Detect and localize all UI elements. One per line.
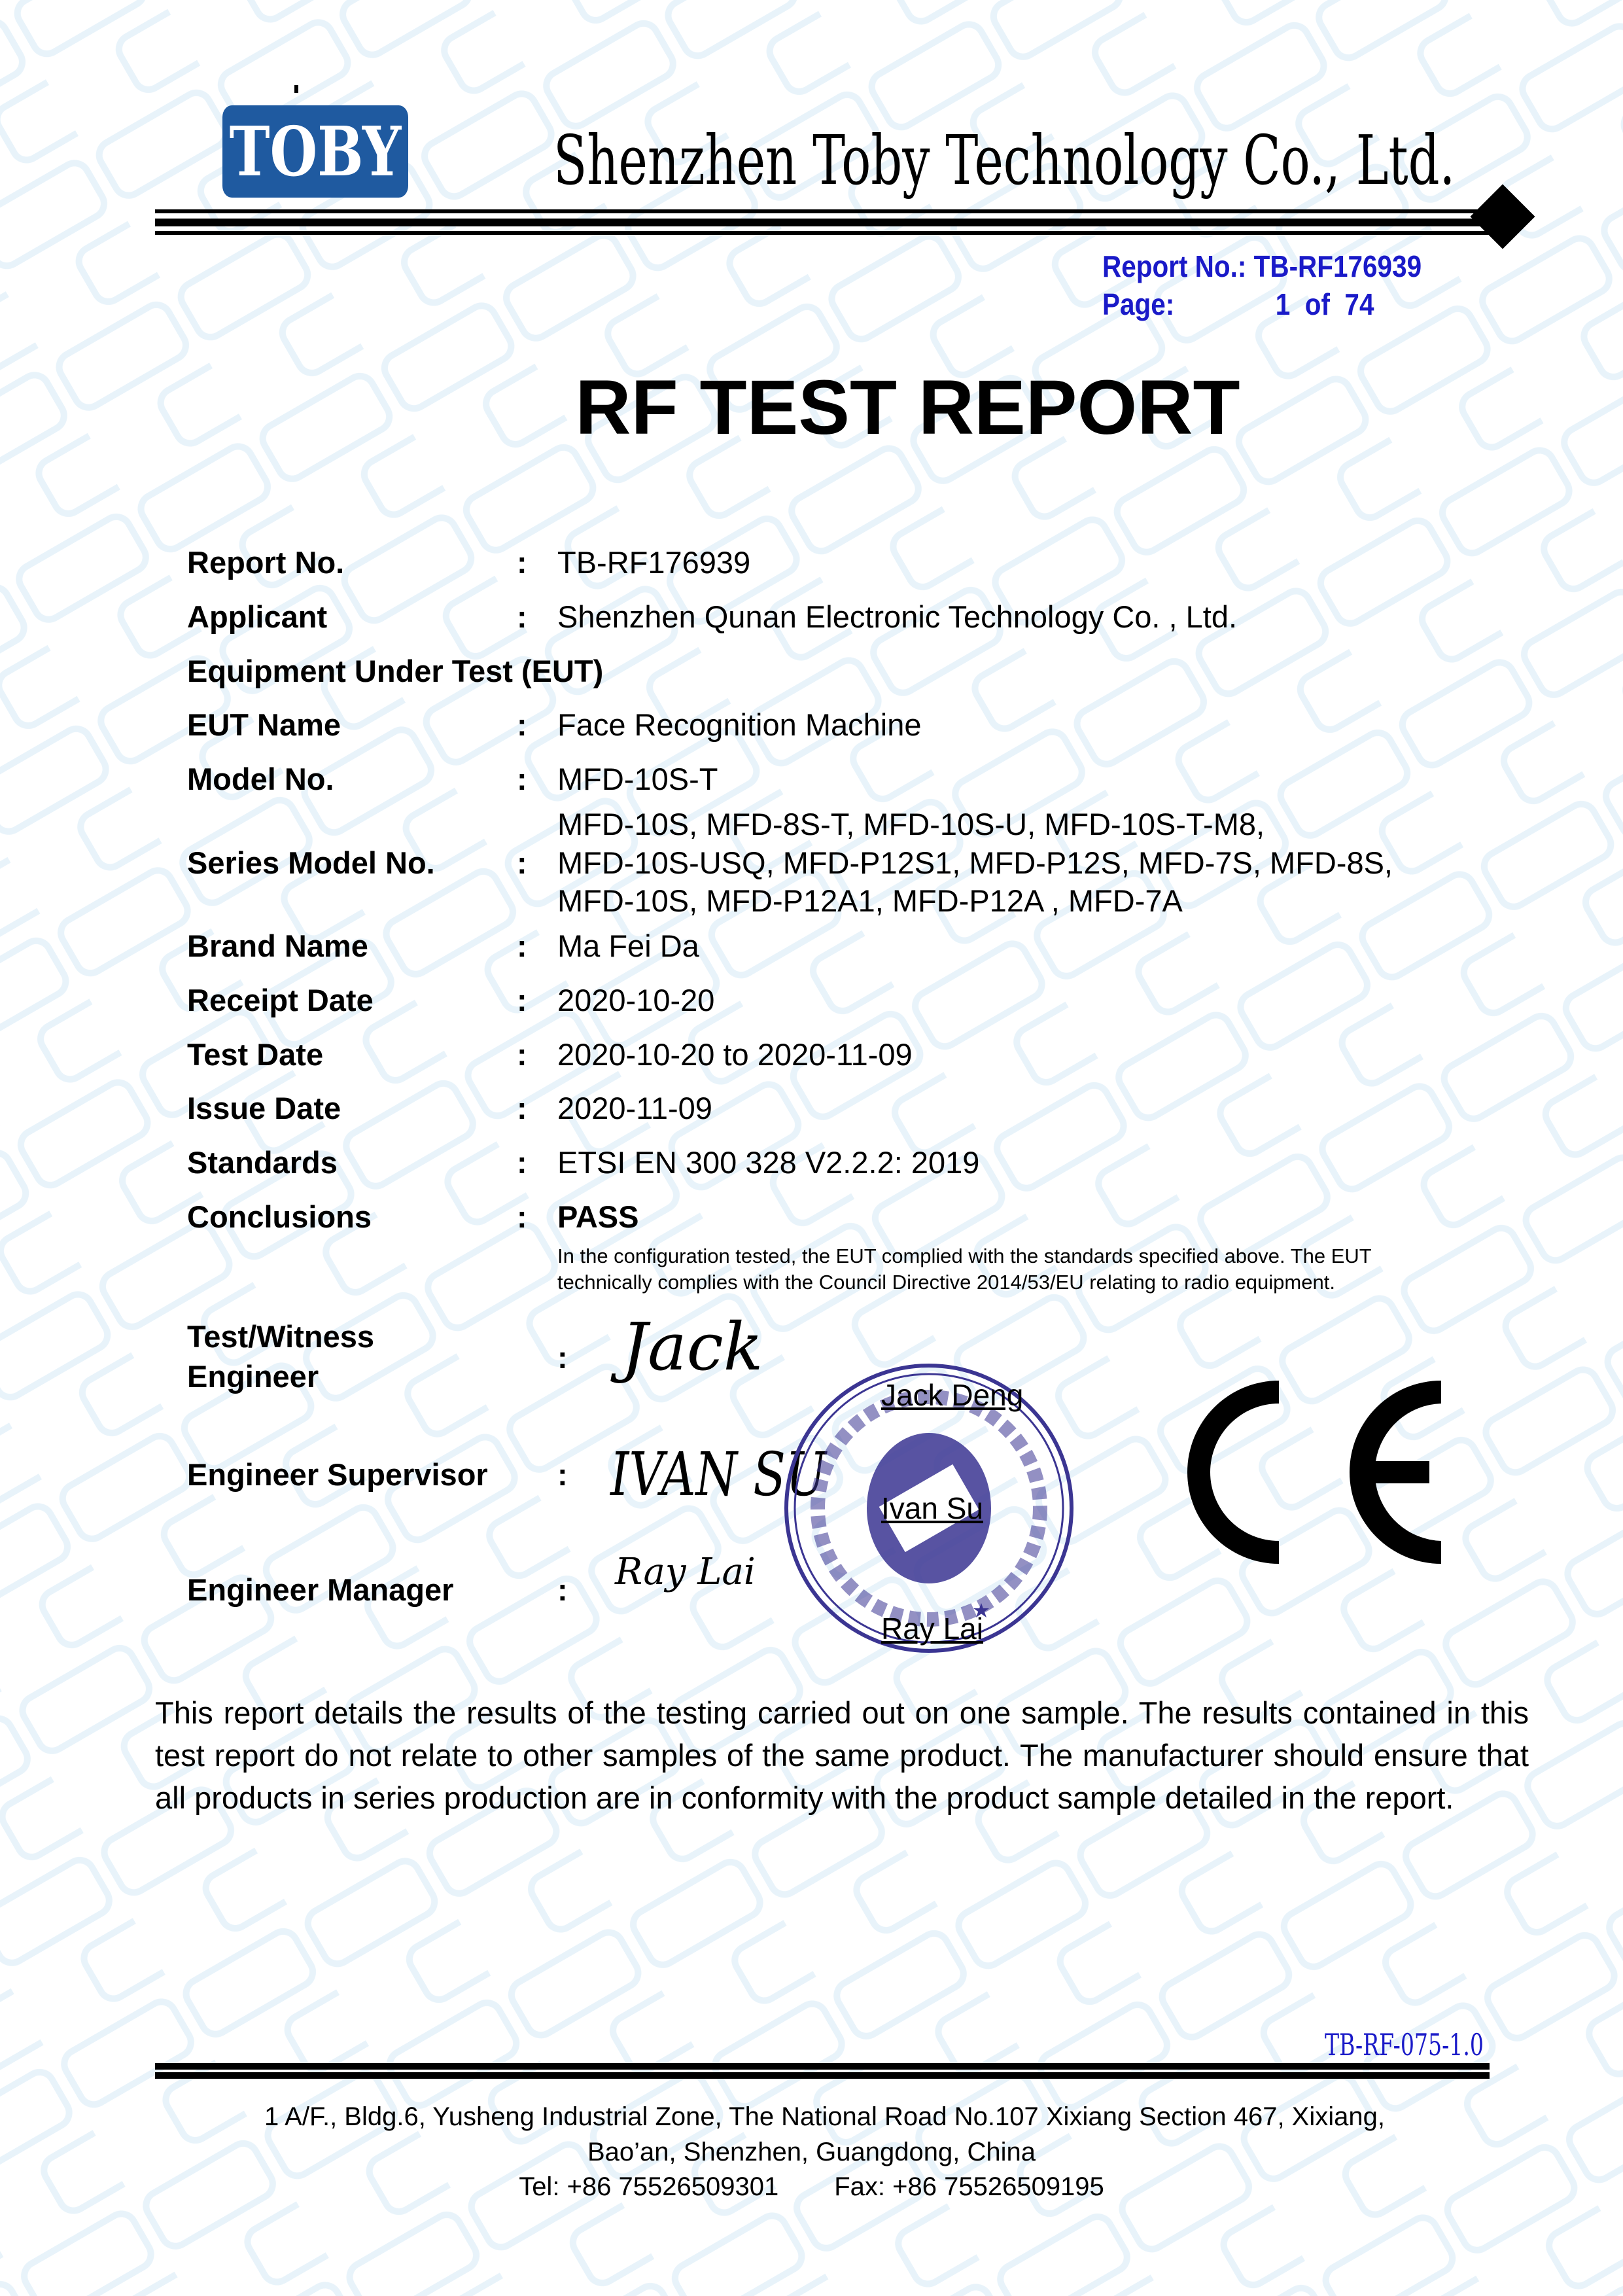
field-value-conclusions: PASS — [557, 1199, 639, 1234]
section-heading-eut: Equipment Under Test (EUT) — [187, 654, 604, 688]
footer-fax: Fax: +86 75526509195 — [834, 2172, 1104, 2201]
colon: : — [517, 1145, 527, 1180]
field-value-standards: ETSI EN 300 328 V2.2.2: 2019 — [557, 1145, 980, 1180]
form-number: TB-RF-075-1.0 — [1325, 2027, 1484, 2062]
field-label-applicant: Applicant — [187, 599, 328, 634]
signature-ray-lai: Ray Lai — [615, 1551, 756, 1593]
field-label-standards: Standards — [187, 1145, 338, 1180]
colon: : — [517, 1091, 527, 1125]
conclusion-note-line-1: In the configuration tested, the EUT complied with the standards specified above. The EUT — [557, 1245, 1372, 1267]
field-label-issue-date: Issue Date — [187, 1091, 341, 1125]
field-value-applicant: Shenzhen Qunan Electronic Technology Co. , Ltd. — [557, 599, 1238, 634]
document-title: RF TEST REPORT — [575, 364, 1240, 451]
field-label-receipt-date: Receipt Date — [187, 983, 374, 1017]
company-name: Shenzhen Toby Technology Co., Ltd. — [553, 120, 1456, 200]
field-value-model-no: MFD-10S-T — [557, 762, 718, 796]
signature-ivan-su: IVAN SU — [604, 1439, 831, 1510]
field-label-conclusions: Conclusions — [187, 1199, 372, 1234]
colon: : — [517, 707, 527, 742]
header-rule-middle — [155, 219, 1490, 226]
colon: : — [517, 545, 527, 580]
colon: : — [517, 983, 527, 1017]
footer-address-line-1: 1 A/F., Bldg.6, Yusheng Industrial Zone, The National Road No.107 Xixiang Section 467, Xixiang, — [264, 2102, 1385, 2131]
toby-logo: TOBY — [222, 105, 408, 198]
colon: : — [517, 599, 527, 634]
field-label-eut-name: EUT Name — [187, 707, 341, 742]
field-value-series-line-3: MFD-10S, MFD-P12A1, MFD-P12A , MFD-7A — [557, 883, 1183, 918]
footer-rule-top — [155, 2063, 1490, 2070]
field-value-series-line-1: MFD-10S, MFD-8S-T, MFD-10S-U, MFD-10S-T-M8, — [557, 807, 1265, 841]
page-label: Page: — [1102, 287, 1175, 321]
colon: : — [557, 1457, 568, 1492]
header-page — [1102, 287, 1374, 322]
page-value: 1 of 74 — [1275, 287, 1374, 321]
printed-name-jack-deng: Jack Deng — [881, 1378, 1024, 1412]
printed-name-ray-lai: Ray Lai — [881, 1612, 983, 1646]
field-label-report-no: Report No. — [187, 545, 345, 580]
footer-address-line-2: Bao’an, Shenzhen, Guangdong, China — [587, 2138, 1036, 2166]
report-no-label: Report No.: — [1102, 249, 1247, 283]
conclusion-note-line-2: technically complies with the Council Directive 2014/53/EU relating to radio equipment. — [557, 1271, 1335, 1294]
header-report-no — [1102, 249, 1422, 284]
field-value-receipt-date: 2020-10-20 — [557, 983, 715, 1017]
colon: : — [517, 1037, 527, 1072]
signature-label-witness-line-2: Engineer — [187, 1359, 319, 1394]
colon: : — [517, 845, 527, 880]
field-value-eut-name: Face Recognition Machine — [557, 707, 922, 742]
logo-dot — [294, 85, 298, 93]
field-label-series-model-no: Series Model No. — [187, 845, 435, 880]
footer-tel: Tel: +86 75526509301 — [519, 2172, 779, 2201]
signature-label-witness-line-1: Test/Witness — [187, 1319, 374, 1354]
colon: : — [517, 762, 527, 796]
field-label-model-no: Model No. — [187, 762, 334, 796]
colon: : — [517, 1199, 527, 1234]
disclaimer-paragraph: This report details the results of the testing carried out on one sample. The results contained in this test report do not relate to other samples of the same product. The manufacturer should ensure that all products in series production are in conformity with the product sample detailed in the report. — [155, 1695, 1529, 1815]
header-rule-top — [155, 209, 1490, 213]
field-label-brand-name: Brand Name — [187, 928, 368, 963]
footer-contact — [0, 2172, 1623, 2202]
signature-jack: Jack — [621, 1309, 763, 1385]
field-label-test-date: Test Date — [187, 1037, 324, 1072]
colon: : — [517, 928, 527, 963]
printed-name-ivan-su: Ivan Su — [881, 1491, 983, 1525]
signature-label-manager: Engineer Manager — [187, 1572, 454, 1607]
header-rule-bottom — [155, 231, 1490, 235]
footer-rule-bottom — [155, 2072, 1490, 2079]
field-value-series-line-2: MFD-10S-USQ, MFD-P12S1, MFD-P12S, MFD-7S, MFD-8S, — [557, 845, 1393, 880]
field-value-test-date: 2020-10-20 to 2020-11-09 — [557, 1037, 913, 1072]
signature-label-supervisor: Engineer Supervisor — [187, 1457, 488, 1492]
ce-mark-icon — [1181, 1374, 1442, 1570]
diamond-icon — [1471, 185, 1535, 249]
report-no-value: TB-RF176939 — [1253, 249, 1422, 283]
field-value-issue-date: 2020-11-09 — [557, 1091, 712, 1125]
field-value-brand-name: Ma Fei Da — [557, 928, 699, 963]
colon: : — [557, 1572, 568, 1607]
field-value-report-no: TB-RF176939 — [557, 545, 751, 580]
colon: : — [557, 1340, 568, 1375]
